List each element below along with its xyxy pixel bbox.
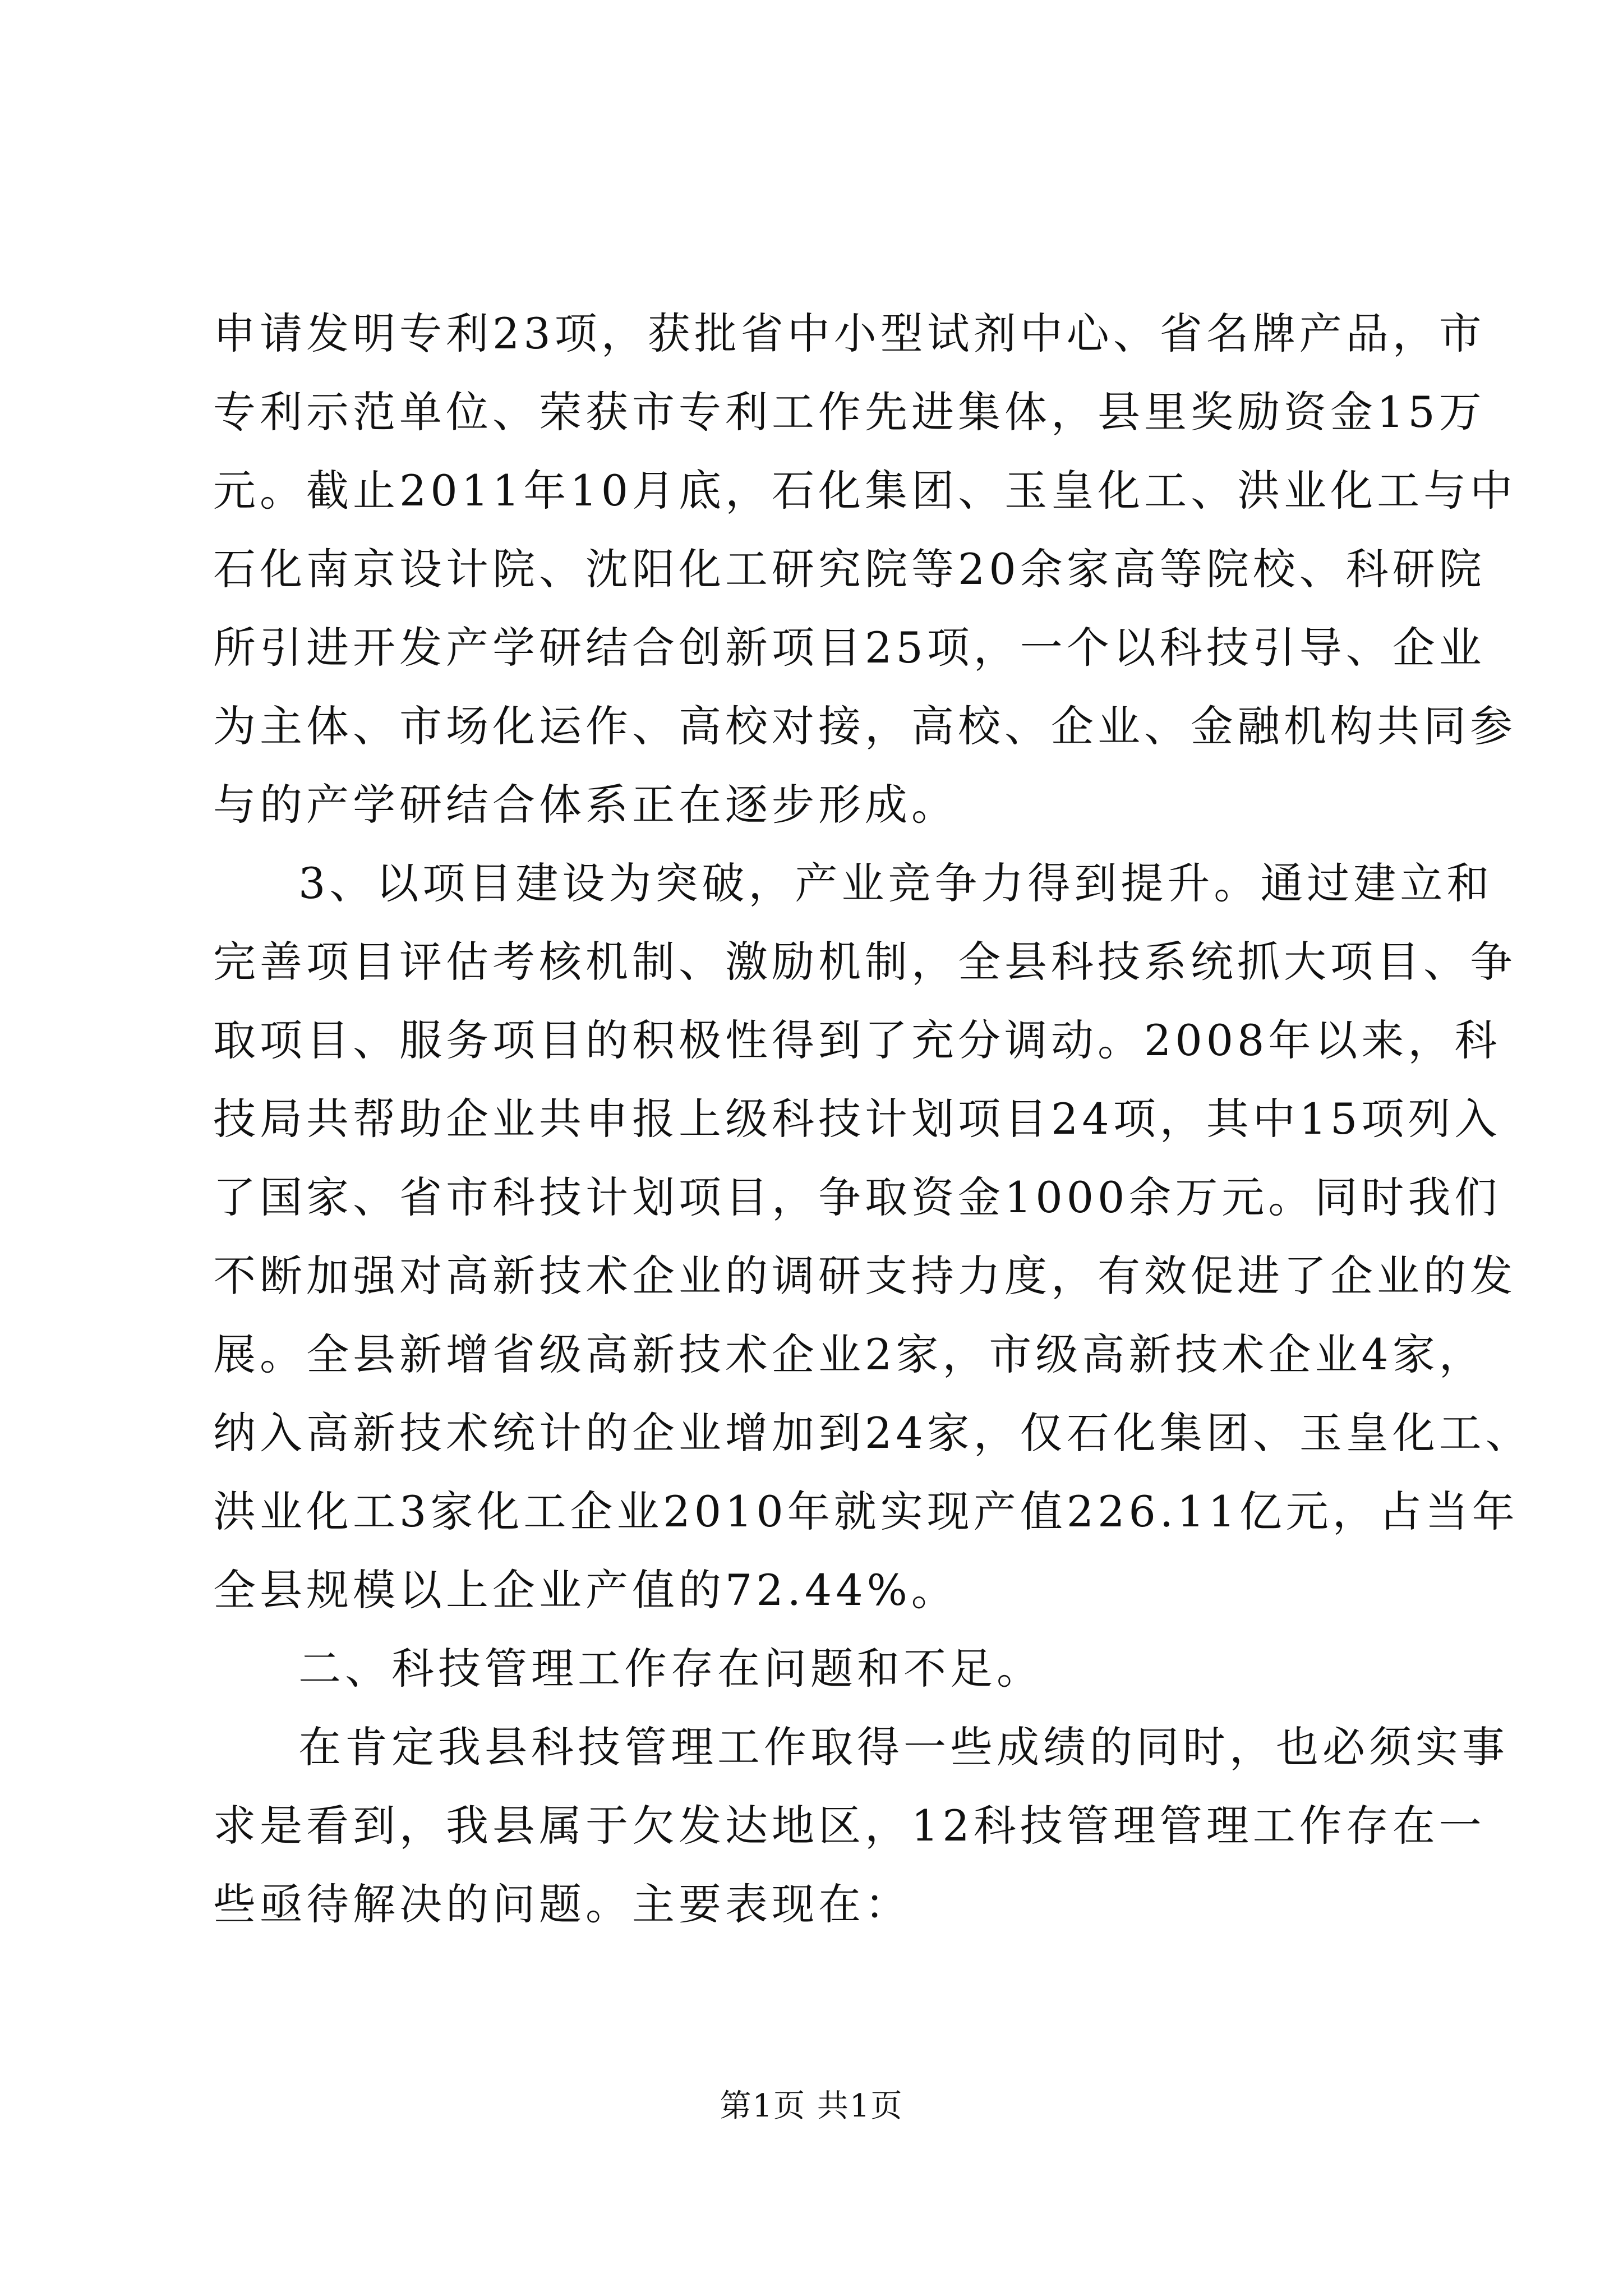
paragraph-line: 取项目、服务项目的积极性得到了充分调动。2008年以来，科 [213,1015,1501,1065]
paragraph-line: 专利示范单位、荣获市专利工作先进集体，县里奖励资金15万 [213,387,1486,437]
paragraph-line: 与的产学研结合体系正在逐步形成。 [213,780,958,830]
paragraph-line: 元。截止2011年10月底，石化集团、玉皇化工、洪业化工与中 [213,466,1517,516]
paragraph-line: 些亟待解决的问题。主要表现在： [213,1879,911,1929]
paragraph-line: 申请发明专利23项，获批省中小型试剂中心、省名牌产品，市 [213,309,1486,358]
page-number-footer: 第1页 共1页 [720,2088,903,2124]
paragraph-line: 不断加强对高新技术企业的调研支持力度，有效促进了企业的发 [213,1251,1516,1301]
paragraph-line: 3、以项目建设为突破，产业竞争力得到提升。通过建立和 [298,858,1493,908]
paragraph-line: 完善项目评估考核机制、激励机制，全县科技系统抓大项目、争 [213,937,1516,987]
paragraph-line: 纳入高新技术统计的企业增加到24家，仅石化集团、玉皇化工、 [213,1408,1532,1458]
paragraph-line: 所引进开发产学研结合创新项目25项，一个以科技引导、企业 [213,623,1486,673]
paragraph-line: 在肯定我县科技管理工作取得一些成绩的同时，也必须实事 [298,1722,1509,1772]
paragraph-line: 为主体、市场化运作、高校对接，高校、企业、金融机构共同参 [213,701,1516,751]
paragraph-line: 展。全县新增省级高新技术企业2家，市级高新技术企业4家， [213,1329,1486,1379]
paragraph-line: 石化南京设计院、沈阳化工研究院等20余家高等院校、科研院 [213,544,1486,594]
paragraph-line: 了国家、省市科技计划项目，争取资金1000余万元。同时我们 [213,1172,1501,1222]
section-heading: 二、科技管理工作存在问题和不足。 [298,1644,1043,1694]
paragraph-line: 洪业化工3家化工企业2010年就实现产值226.11亿元，占当年 [213,1487,1519,1536]
paragraph-line: 技局共帮助企业共申报上级科技计划项目24项，其中15项列入 [213,1094,1501,1144]
paragraph-line: 求是看到，我县属于欠发达地区，12科技管理管理工作存在一 [213,1801,1486,1851]
paragraph-line: 全县规模以上企业产值的72.44%。 [213,1565,958,1615]
